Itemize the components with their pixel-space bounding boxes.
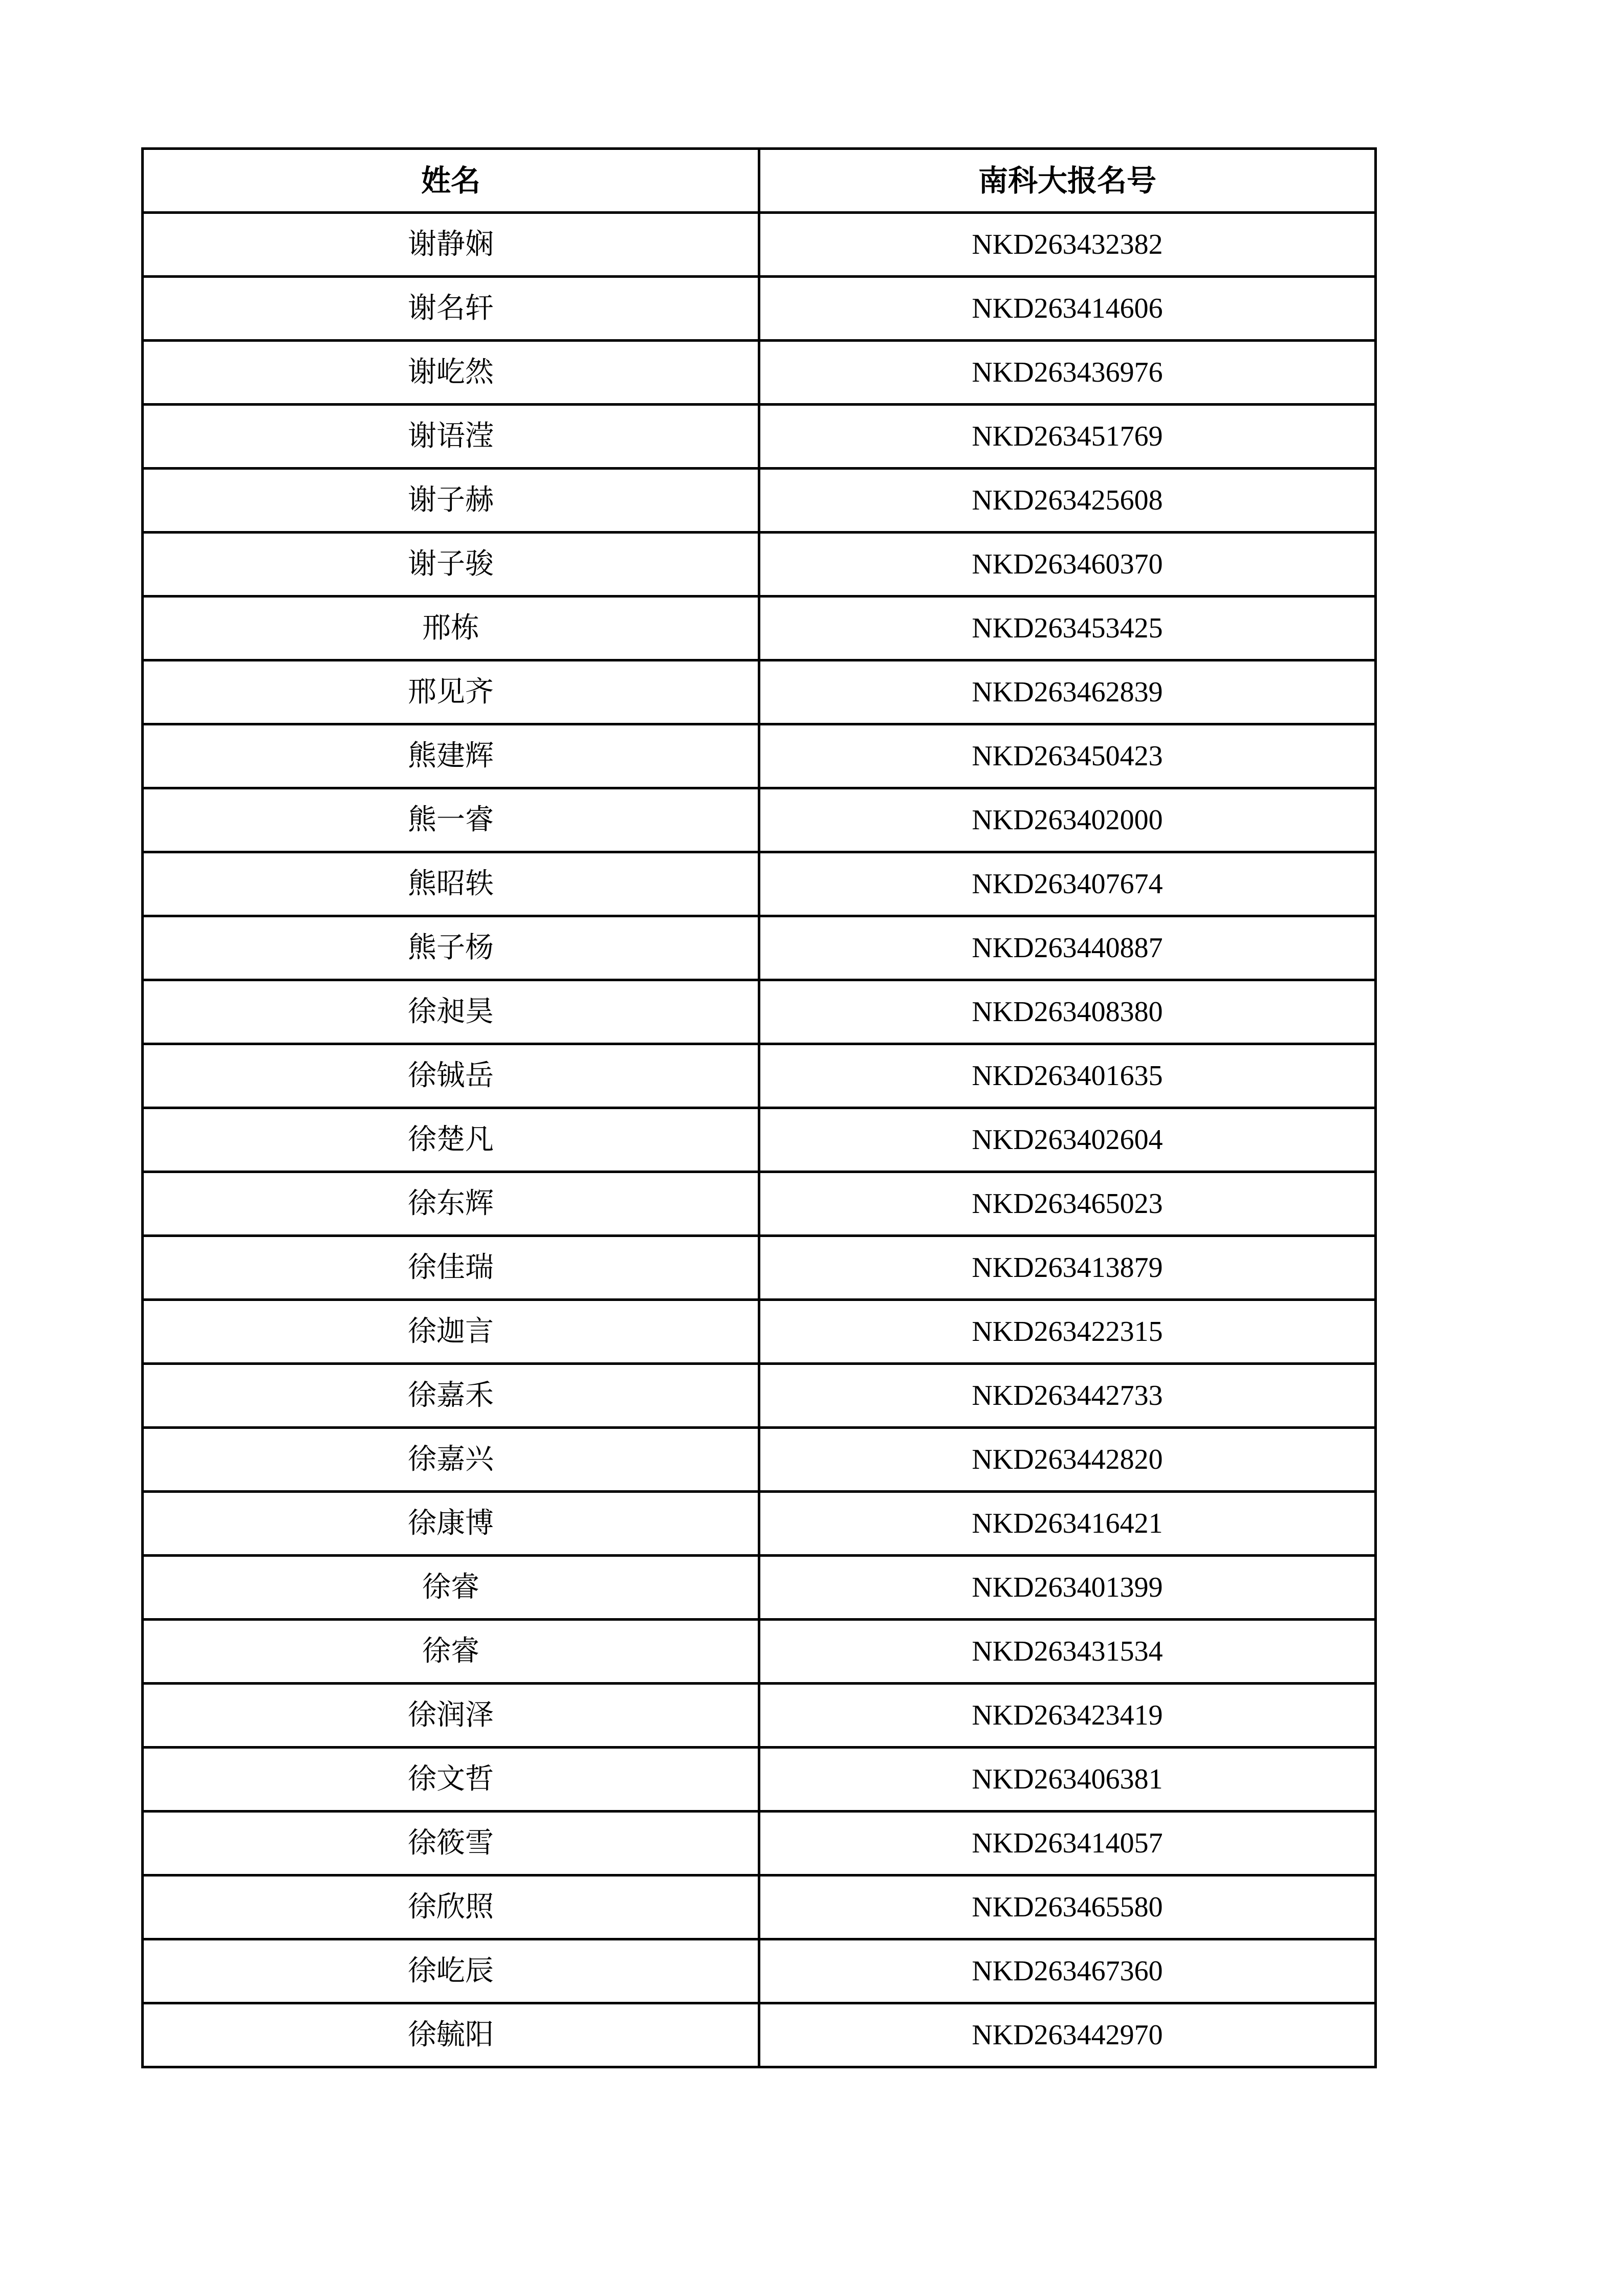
student-name-cell: 徐文哲 bbox=[143, 1748, 759, 1812]
table-row bbox=[143, 2003, 1376, 2067]
registration-number-cell: NKD263408380 bbox=[759, 980, 1376, 1044]
student-name-cell: 徐佳瑞 bbox=[143, 1236, 759, 1300]
student-name-cell: 徐昶昊 bbox=[143, 980, 759, 1044]
registration-number-cell: NKD263402604 bbox=[759, 1108, 1376, 1172]
table-row bbox=[143, 277, 1376, 341]
registration-number-cell: NKD263467360 bbox=[759, 1939, 1376, 2003]
registration-number-cell: NKD263436976 bbox=[759, 341, 1376, 405]
registration-number-cell: NKD263431534 bbox=[759, 1620, 1376, 1684]
student-name-cell: 徐毓阳 bbox=[143, 2003, 759, 2067]
registration-number-cell: NKD263406381 bbox=[759, 1748, 1376, 1812]
student-name-cell: 谢子骏 bbox=[143, 533, 759, 597]
student-name-cell: 徐屹辰 bbox=[143, 1939, 759, 2003]
registration-number-cell: NKD263460370 bbox=[759, 533, 1376, 597]
table-row bbox=[143, 597, 1376, 660]
table-row bbox=[143, 1875, 1376, 1939]
student-name-cell: 徐嘉兴 bbox=[143, 1428, 759, 1492]
table-row bbox=[143, 980, 1376, 1044]
registration-number-cell: NKD263442733 bbox=[759, 1364, 1376, 1428]
registration-number-cell: NKD263414606 bbox=[759, 277, 1376, 341]
table-row bbox=[143, 1172, 1376, 1236]
table-row bbox=[143, 1492, 1376, 1556]
student-name-cell: 熊建辉 bbox=[143, 724, 759, 788]
student-name-cell: 徐筱雪 bbox=[143, 1812, 759, 1875]
table-row bbox=[143, 916, 1376, 980]
table-row bbox=[143, 1300, 1376, 1364]
student-name-cell: 熊一睿 bbox=[143, 788, 759, 852]
registration-number-cell: NKD263416421 bbox=[759, 1492, 1376, 1556]
table-row bbox=[143, 1812, 1376, 1875]
table-row bbox=[143, 788, 1376, 852]
table-row bbox=[143, 1428, 1376, 1492]
student-name-cell: 徐东辉 bbox=[143, 1172, 759, 1236]
registration-number-cell: NKD263423419 bbox=[759, 1684, 1376, 1748]
student-name-cell: 徐迦言 bbox=[143, 1300, 759, 1364]
header-row bbox=[143, 149, 1376, 213]
student-name-cell: 邢见齐 bbox=[143, 660, 759, 724]
table-row bbox=[143, 1748, 1376, 1812]
table-row bbox=[143, 660, 1376, 724]
registration-number-cell: NKD263422315 bbox=[759, 1300, 1376, 1364]
student-name-cell: 熊昭轶 bbox=[143, 852, 759, 916]
table-row bbox=[143, 1364, 1376, 1428]
table-row bbox=[143, 1939, 1376, 2003]
student-name-cell: 徐康博 bbox=[143, 1492, 759, 1556]
table-row bbox=[143, 1044, 1376, 1108]
student-name-cell: 徐嘉禾 bbox=[143, 1364, 759, 1428]
table-row bbox=[143, 1236, 1376, 1300]
registration-number-cell: NKD263414057 bbox=[759, 1812, 1376, 1875]
table-row bbox=[143, 469, 1376, 533]
student-name-cell: 徐睿 bbox=[143, 1556, 759, 1620]
registration-number-cell: NKD263425608 bbox=[759, 469, 1376, 533]
table-row bbox=[143, 852, 1376, 916]
table-row bbox=[143, 1620, 1376, 1684]
table-row bbox=[143, 533, 1376, 597]
registration-number-cell: NKD263453425 bbox=[759, 597, 1376, 660]
student-name-cell: 谢语滢 bbox=[143, 405, 759, 469]
column-header-registration-number: 南科大报名号 bbox=[759, 149, 1376, 213]
table-body bbox=[143, 213, 1376, 2067]
table-row bbox=[143, 1684, 1376, 1748]
registration-number-cell: NKD263465023 bbox=[759, 1172, 1376, 1236]
registration-number-cell: NKD263450423 bbox=[759, 724, 1376, 788]
student-name-cell: 谢名轩 bbox=[143, 277, 759, 341]
student-name-cell: 徐润泽 bbox=[143, 1684, 759, 1748]
registration-number-cell: NKD263413879 bbox=[759, 1236, 1376, 1300]
student-name-cell: 徐睿 bbox=[143, 1620, 759, 1684]
registration-number-cell: NKD263451769 bbox=[759, 405, 1376, 469]
student-name-cell: 熊子杨 bbox=[143, 916, 759, 980]
registration-number-cell: NKD263401399 bbox=[759, 1556, 1376, 1620]
student-name-cell: 徐欣照 bbox=[143, 1875, 759, 1939]
student-name-cell: 谢子赫 bbox=[143, 469, 759, 533]
table-row bbox=[143, 724, 1376, 788]
student-name-cell: 徐楚凡 bbox=[143, 1108, 759, 1172]
registration-number-cell: NKD263401635 bbox=[759, 1044, 1376, 1108]
registration-number-cell: NKD263442970 bbox=[759, 2003, 1376, 2067]
table-row bbox=[143, 1556, 1376, 1620]
registration-table bbox=[141, 147, 1377, 2068]
registration-number-cell: NKD263440887 bbox=[759, 916, 1376, 980]
registration-number-cell: NKD263442820 bbox=[759, 1428, 1376, 1492]
registration-number-cell: NKD263402000 bbox=[759, 788, 1376, 852]
column-header-name: 姓名 bbox=[143, 149, 759, 213]
table-row bbox=[143, 341, 1376, 405]
table-row bbox=[143, 213, 1376, 277]
registration-number-cell: NKD263462839 bbox=[759, 660, 1376, 724]
student-name-cell: 谢静娴 bbox=[143, 213, 759, 277]
registration-number-cell: NKD263465580 bbox=[759, 1875, 1376, 1939]
student-name-cell: 徐铖岳 bbox=[143, 1044, 759, 1108]
registration-number-cell: NKD263407674 bbox=[759, 852, 1376, 916]
student-name-cell: 谢屹然 bbox=[143, 341, 759, 405]
table-row bbox=[143, 1108, 1376, 1172]
table-row bbox=[143, 405, 1376, 469]
student-name-cell: 邢栋 bbox=[143, 597, 759, 660]
registration-number-cell: NKD263432382 bbox=[759, 213, 1376, 277]
